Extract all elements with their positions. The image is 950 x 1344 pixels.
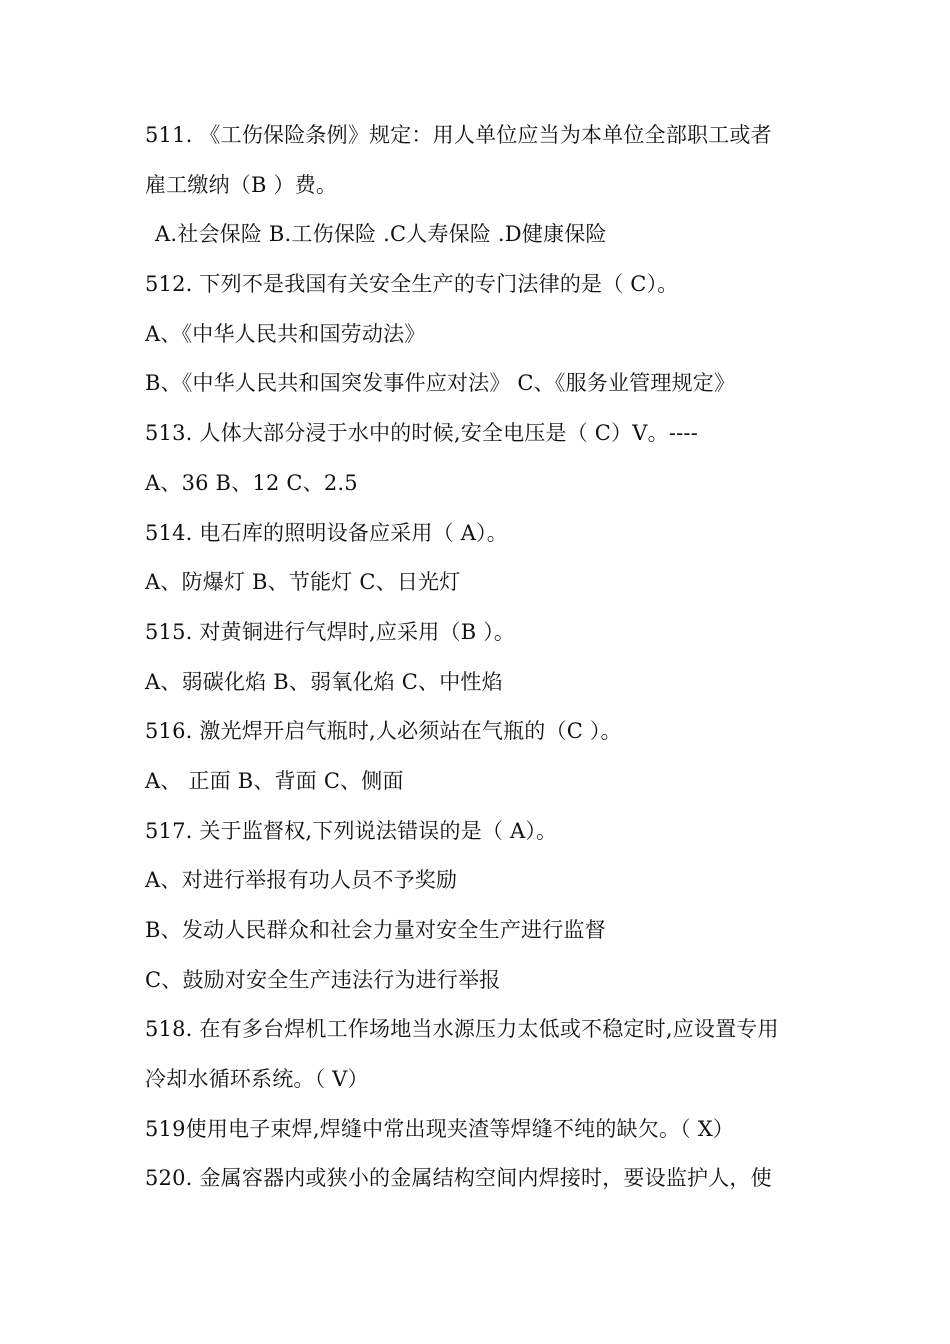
q514-options: A、防爆灯 B、节能灯 C、日光灯 [145,570,461,595]
q511-text-cont: 雇工缴纳（B ）费。 [145,172,338,197]
q512-option-a: A、《中华人民共和国劳动法》 [145,321,426,346]
q513-options: A、36 B、12 C、2.5 [145,470,358,495]
q515-text: 515. 对黄铜进行气焊时,应采用（B ）。 [145,619,516,644]
q514-text: 514. 电石库的照明设备应采用（ A）。 [145,520,508,545]
q518-text: 518. 在有多台焊机工作场地当水源压力太低或不稳定时,应设置专用 [145,1017,779,1042]
q512-text: 512. 下列不是我国有关安全生产的专门法律的是（ C）。 [145,272,679,297]
question-list [145,111,815,1204]
q516-text: 516. 激光焊开启气瓶时,人必须站在气瓶的（C ）。 [145,719,622,744]
q512-options-bc: B、《中华人民共和国突发事件应对法》 C、《服务业管理规定》 [145,371,736,396]
q519-text: 519使用电子束焊,焊缝中常出现夹渣等焊缝不纯的缺欠。（ X） [145,1116,735,1141]
q517-option-c: C、鼓励对安全生产违法行为进行举报 [145,967,501,992]
q513-text: 513. 人体大部分浸于水中的时候,安全电压是（ C）V。---- [145,421,698,446]
q517-option-b: B、发动人民群众和社会力量对安全生产进行监督 [145,918,606,942]
q520-text: 520. 金属容器内或狭小的金属结构空间内焊接时，要设监护人，使 [145,1166,772,1191]
q517-text: 517. 关于监督权,下列说法错误的是（ A）。 [145,818,558,843]
q511-options: A.社会保险 B.工伤保险 .C人寿保险 .D健康保险 [155,222,607,247]
q515-options: A、弱碳化焰 B、弱氧化焰 C、中性焰 [145,669,503,694]
q511-text: 511. 《工伤保险条例》规定：用人单位应当为本单位全部职工或者 [145,123,772,147]
q516-options: A、 正面 B、背面 C、侧面 [145,768,404,793]
q517-option-a: A、对进行举报有功人员不予奖励 [145,868,458,893]
q518-text-cont: 冷却水循环系统。（ V） [145,1067,369,1092]
